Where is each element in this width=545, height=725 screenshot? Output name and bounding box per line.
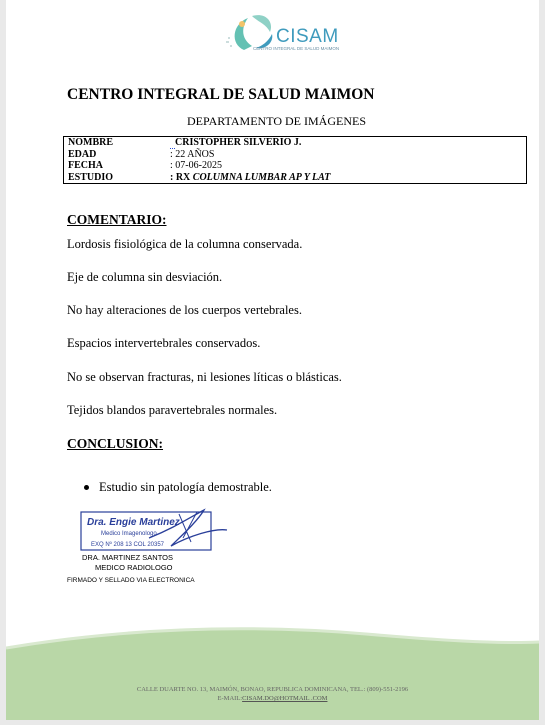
nombre-text: CRISTOPHER SILVERIO J. — [175, 137, 302, 148]
department-title: DEPARTAMENTO DE IMÁGENES — [187, 114, 366, 128]
edad-label: EDAD — [68, 148, 97, 160]
bullet-icon — [84, 485, 89, 490]
comentario-line: Eje de columna sin desviación. — [67, 270, 223, 284]
nombre-value — [170, 137, 301, 149]
nombre-label: NOMBRE — [68, 137, 113, 148]
comentario-line: Tejidos blandos paravertebrales normales. — [67, 403, 278, 417]
estudio-label: ESTUDIO — [68, 171, 114, 183]
footer-wave — [6, 620, 539, 720]
estudio-prefix: : RX — [170, 171, 191, 183]
signature-note: FIRMADO Y SELLADO VIA ELECTRONICA — [67, 577, 195, 584]
patient-row-nombre — [68, 137, 526, 149]
patient-row-estudio — [68, 172, 526, 184]
page-title: CENTRO INTEGRAL DE SALUD MAIMON — [67, 86, 375, 103]
comentario-heading: COMENTARIO: — [67, 212, 167, 227]
conclusion-heading: CONCLUSION: — [67, 436, 164, 451]
comentario-line: No se observan fracturas, ni lesiones líticas o blásticas. — [67, 370, 342, 384]
stamp-exq: EXQ Nº 208 13 COL 20357 — [91, 542, 165, 548]
doctor-role: MEDICO RADIOLOGO — [95, 563, 173, 572]
logo-text: CISAM — [276, 26, 339, 47]
conclusion-text: Estudio sin patología demostrable. — [99, 480, 272, 494]
comentario-line: Espacios intervertebrales conservados. — [67, 336, 261, 350]
footer-email-label: E-MAIL: — [217, 695, 243, 702]
footer-email-line — [6, 695, 539, 702]
stamp-name: Dra. Engie Martinez — [87, 517, 180, 528]
patient-row-edad — [68, 149, 526, 161]
comentario-line: Lordosis fisiológica de la columna conservada. — [67, 237, 303, 251]
fecha-value: : 07-06-2025 — [170, 160, 222, 171]
logo-subtitle: CENTRO INTEGRAL DE SALUD MAIMON — [253, 46, 340, 51]
fecha-label: FECHA — [68, 160, 103, 171]
report-page — [6, 0, 539, 720]
footer-email-link[interactable]: CISAM.DO@HOTMAIL .COM — [242, 695, 328, 702]
patient-info-box — [63, 136, 527, 184]
stamp-title: Medico Imagenologo — [101, 531, 157, 537]
doctor-stamp-icon — [79, 508, 229, 554]
conclusion-item — [84, 480, 272, 495]
comentario-line: No hay alteraciones de los cuerpos vertebrales. — [67, 303, 302, 317]
doctor-name: DRA. MARTINEZ SANTOS — [82, 553, 173, 562]
estudio-value — [170, 172, 330, 184]
edad-value: : 22 AÑOS — [170, 148, 215, 160]
patient-row-fecha — [68, 160, 526, 172]
estudio-text: COLUMNA LUMBAR AP Y LAT — [192, 171, 331, 183]
footer-address: CALLE DUARTE NO. 13, MAIMÓN, BONAO, REPUBLICA DOMINICANA, TEL.: (809)-551-2196 — [136, 686, 409, 693]
